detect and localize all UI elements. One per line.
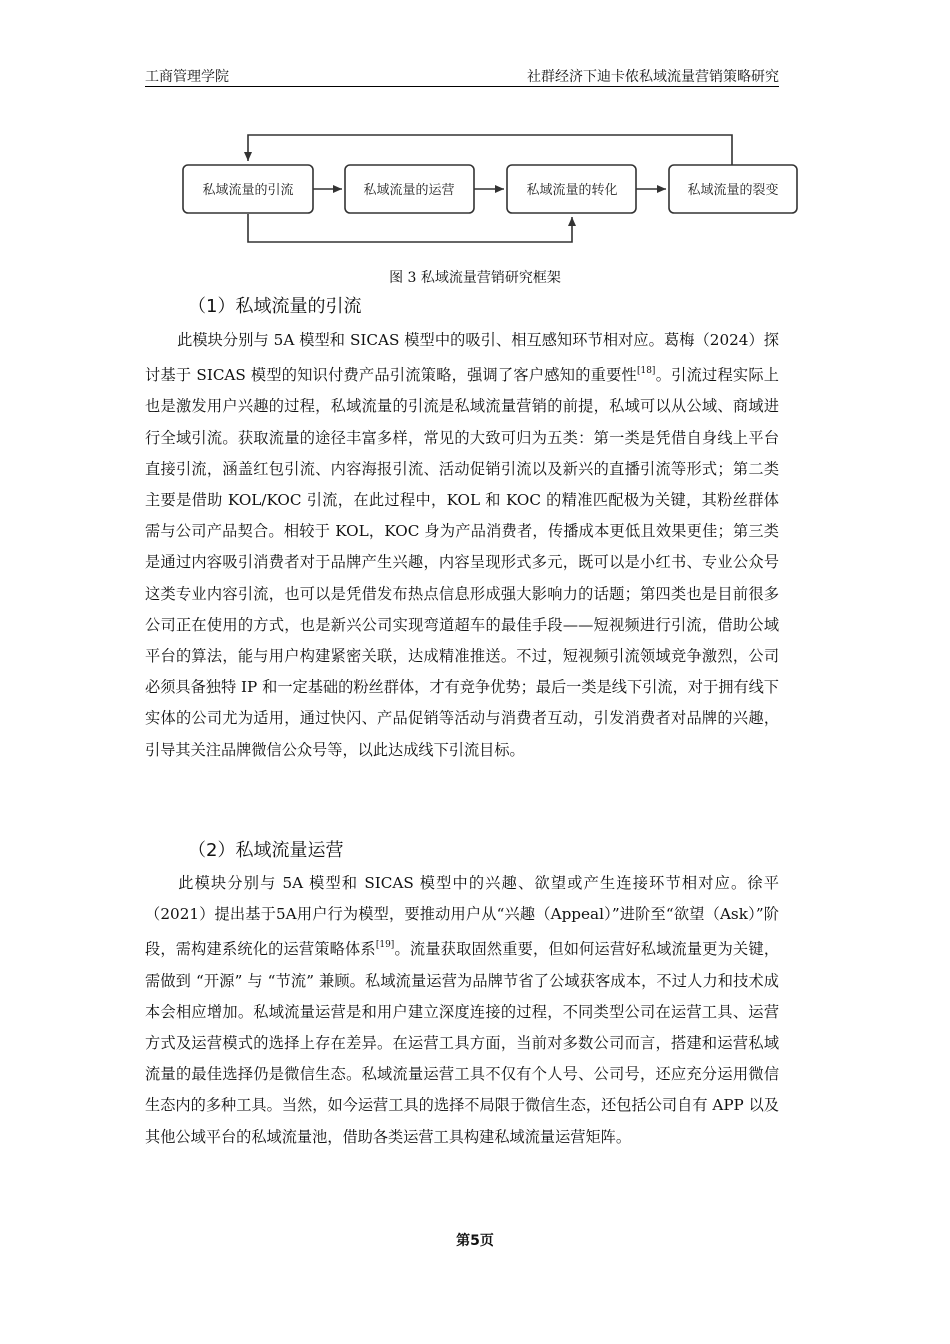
header-thesis-title: 社群经济下迪卡侬私域流量营销策略研究: [527, 69, 779, 85]
svg-text:私域流量的裂变: 私域流量的裂变: [687, 183, 779, 198]
citation-18: [18]: [636, 366, 656, 377]
svg-text:私域流量的转化: 私域流量的转化: [526, 183, 618, 198]
svg-text:私域流量的引流: 私域流量的引流: [202, 183, 294, 198]
svg-text:私域流量的运营: 私域流量的运营: [363, 183, 455, 198]
box-traffic-operation: [345, 165, 474, 213]
feedback-arrow: [248, 135, 732, 165]
section-heading-1: （1）私域流量的引流: [188, 296, 362, 317]
box-traffic-fission: [669, 165, 797, 213]
paragraph-1: [145, 325, 779, 766]
section-heading-2: （2）私域流量运营: [188, 840, 344, 861]
paragraph-1-text-b: 。引流过程实际上也是激发用户兴趣的过程，私域流量的引流是私域流量营销的前提，私域可以从公域、商域进行全域引流。获取流量的途径丰富多样，常见的大致可归为五类：第一类是凭借自身线上平台直接引流，涵盖红包引流、内容海报引流、活动促销引流以及新兴的直播引流等形式；第二类主要是借助 KOL/KOC 引流，在此过程中，KOL 和 KOC 的精准匹配极为关键，其粉丝群体需与公司产品契合。相较于 KOL，KOC 身为产品消费者，传播成本更低且效果更佳；第三类是通过内容吸引消费者对于品牌产生兴趣，内容呈现形式多元，既可以是小红书、专业公众号这类专业内容引流，也可以是凭借发布热点信息形成强大影响力的话题；第四类也是目前很多公司正在使用的方式，也是新兴公司实现弯道超车的最佳手段——短视频进行引流，借助公域平台的算法，能与用户构建紧密关联，达成精准推送。不过，短视频引流领域竞争激烈，公司必须具备独特 IP 和一定基础的粉丝群体，才有竞争优势；最后一类是线下引流，对于拥有线下实体的公司尤为适用，通过快闪、产品促销等活动与消费者互动，引发消费者对品牌的兴趣，引导其关注品牌微信公众号等，以此达成线下引流目标。: [145, 366, 779, 759]
page-number: 第5页: [456, 1233, 494, 1249]
paragraph-2-text-b: 。流量获取固然重要，但如何运营好私域流量更为关键，需做到 “开源” 与 “节流” 兼顾。私域流量运营为品牌节省了公域获客成本，不过人力和技术成本会相应增加。私域流量运营是和用户建立深度连接的过程，不同类型公司在运营工具、运营方式及运营模式的选择上存在差异。在运营工具方面，当前对多数公司而言，搭建和运营私域流量的最佳选择仍是微信生态。私域流量运营工具不仅有个人号、公司号，还应充分运用微信生态内的多种工具。当然，如今运营工具的选择不局限于微信生态，还包括公司自有 APP 以及其他公域平台的私域流量池，借助各类运营工具构建私域流量运营矩阵。: [145, 940, 780, 1146]
figure-caption: 图 3 私域流量营销研究框架: [389, 270, 561, 286]
header-school: 工商管理学院: [145, 69, 229, 85]
box-traffic-acquisition: [183, 165, 313, 213]
citation-19: [19]: [375, 940, 395, 951]
page-header: [145, 62, 779, 87]
paragraph-2: [145, 868, 779, 1153]
framework-diagram: [175, 128, 815, 253]
paragraph-2-text-a: 此模块分别与 5A 模型和 SICAS 模型中的兴趣、欲望或产生连接环节相对应。徐平（2021）提出基于5A用户行为模型，要推动用户从“兴趣（Appeal）”进阶至“欲望（Ask）”阶段，需构建系统化的运营策略体系: [145, 874, 779, 959]
paragraph-1-text-a: 此模块分别与 5A 模型和 SICAS 模型中的吸引、相互感知环节相对应。葛梅（2024）探讨基于 SICAS 模型的知识付费产品引流策略，强调了客户感知的重要性: [145, 331, 779, 385]
box-traffic-conversion: [507, 165, 636, 213]
bypass-arrow: [248, 214, 572, 242]
